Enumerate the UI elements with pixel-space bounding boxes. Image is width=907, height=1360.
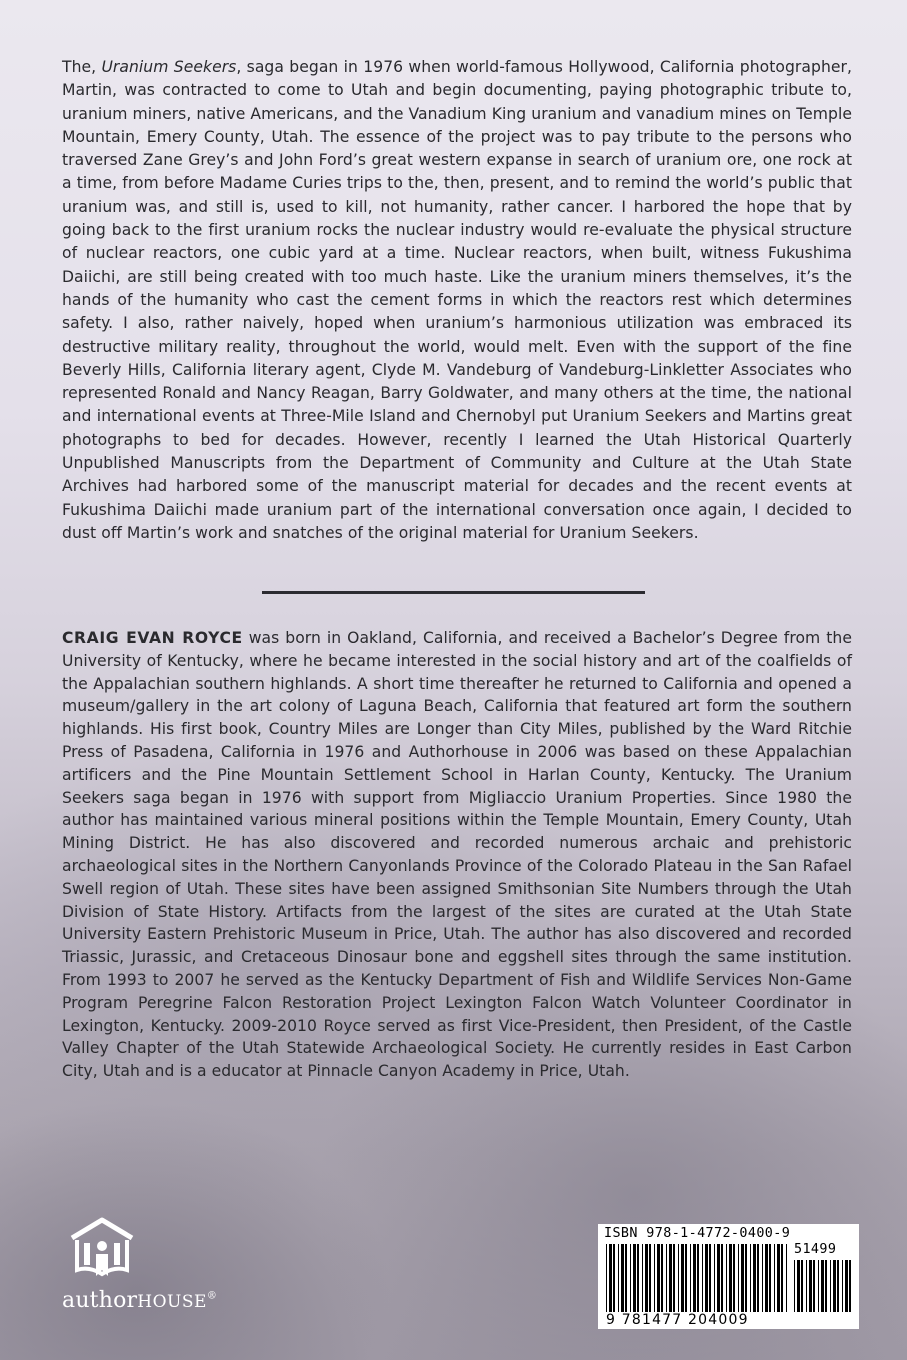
author-bio bbox=[62, 627, 852, 1083]
barcode-bar bbox=[762, 1244, 763, 1312]
barcode-bar bbox=[849, 1260, 851, 1312]
barcode-bar bbox=[657, 1244, 660, 1312]
barcode-bar bbox=[738, 1244, 739, 1312]
barcode-bar bbox=[642, 1244, 643, 1312]
barcode-bar bbox=[733, 1244, 735, 1312]
barcode-bar bbox=[830, 1260, 831, 1312]
publisher-name bbox=[62, 1288, 217, 1313]
barcode-bar bbox=[678, 1244, 679, 1312]
barcode-bar bbox=[745, 1244, 747, 1312]
barcode-bar bbox=[741, 1244, 744, 1312]
barcode-box bbox=[598, 1224, 859, 1329]
barcode-bar bbox=[818, 1260, 819, 1312]
barcode-bar bbox=[765, 1244, 768, 1312]
synopsis-lead: The, bbox=[62, 58, 102, 76]
barcode-bar bbox=[654, 1244, 655, 1312]
house-book-icon bbox=[67, 1216, 137, 1284]
barcode-bar bbox=[774, 1244, 775, 1312]
barcode-bar bbox=[685, 1244, 687, 1312]
barcode-bar bbox=[833, 1260, 836, 1312]
publisher-name-part1: author bbox=[62, 1288, 138, 1313]
synopsis-text bbox=[62, 56, 852, 545]
book-title-italic: Uranium Seekers bbox=[101, 58, 237, 76]
barcode-bar bbox=[709, 1244, 711, 1312]
barcode-bar bbox=[781, 1244, 783, 1312]
barcode-bar bbox=[693, 1244, 696, 1312]
barcode-bar bbox=[625, 1244, 627, 1312]
barcode-bar bbox=[661, 1244, 663, 1312]
barcode-bar bbox=[681, 1244, 684, 1312]
author-bio-text: was born in Oakland, California, and received a Bachelor’s Degree from the University of Kentucky, where he became interested in the social history and art of the coalfields of the Appalachian southern highlands. A short time thereafter he returned to California and opened a museum/gallery in the art colony of Laguna Beach, California that featured art form the southern highlands. His first book, Country Miles are Longer than City Miles, published by the Ward Ritchie Press of Pasadena, California in 1976 and Authorhouse in 2006 was based on these Appalachian artificers and the Pine Mountain Settlement School in Harlan County, Kentucky. The Uranium Seekers saga began in 1976 with support from Migliaccio Uranium Properties. Since 1980 the author has maintained various mineral positions within the Temple Mountain, Emery County, Utah Mining District. He has also discovered and recorded numerous archaic and prehistoric archaeological sites in the Northern Canyonlands Province of the Colorado Plateau in the San Rafael Swell region of Utah. These sites have been assigned Smithsonian Site Numbers through the Utah Division of State History. Artifacts from the largest of the sites are curated at the Utah State University Eastern Prehistoric Museum in Price, Utah. The author has also discovered and recorded Triassic, Jurassic, and Cretaceous Dinosaur bone and eggshell sites through the same institution. From 1993 to 2007 he served as the Kentucky Department of Fish and Wildlife Services Non-Game Program Peregrine Falcon Restoration Project Lexington Falcon Watch Volunteer Coordinator in Lexington, Kentucky. 2009-2010 Royce served as first Vice-President, then President, of the Castle Valley Chapter of the Utah Statewide Archaeological Society. He currently resides in East Carbon City, Utah and is a educator at Pinnacle Canyon Academy in Price, Utah. bbox=[62, 629, 852, 1081]
barcode-bar bbox=[797, 1260, 800, 1312]
barcode-bar bbox=[777, 1244, 780, 1312]
barcode-bar bbox=[786, 1244, 787, 1312]
barcode-bar bbox=[794, 1260, 795, 1312]
barcode-bar bbox=[633, 1244, 636, 1312]
barcode-bar bbox=[606, 1244, 607, 1312]
barcode-bar bbox=[702, 1244, 703, 1312]
barcode-bar bbox=[821, 1260, 824, 1312]
publisher-logo bbox=[62, 1216, 237, 1316]
barcode-bars bbox=[598, 1224, 859, 1316]
isbn-label: ISBN 978-1-4772-0400-9 bbox=[604, 1226, 791, 1241]
barcode-bar bbox=[842, 1260, 843, 1312]
barcode-bar bbox=[705, 1244, 708, 1312]
barcode-bar bbox=[809, 1260, 812, 1312]
barcode-bar bbox=[618, 1244, 619, 1312]
barcode-bar bbox=[825, 1260, 827, 1312]
barcode-bar bbox=[673, 1244, 675, 1312]
publisher-name-part2: HOUSE bbox=[137, 1292, 207, 1312]
barcode-bar bbox=[637, 1244, 639, 1312]
section-divider bbox=[262, 591, 645, 594]
barcode-bar bbox=[769, 1244, 771, 1312]
barcode-bar bbox=[630, 1244, 631, 1312]
barcode-bar bbox=[729, 1244, 732, 1312]
barcode-bar bbox=[714, 1244, 715, 1312]
barcode-bar bbox=[717, 1244, 720, 1312]
registered-mark: ® bbox=[206, 1290, 218, 1302]
barcode-bar bbox=[806, 1260, 807, 1312]
synopsis-body: , saga began in 1976 when world-famous Hollywood, California photographer, Martin, was contracted to come to Utah and begin documenting, paying photographic tribute to, uranium miners, native Americans, and the Vanadium King uranium and vanadium mines on Temple Mountain, Emery County, Utah. The essence of the project was to pay tribute to the persons who traversed Zane Grey’s and John Ford’s great western expanse in search of uranium ore, one rock at a time, from before Madame Curies trips to the, then, present, and to remind the world’s public that uranium was, and still is, used to kill, not humanity, rather cancer. I harbored the hope that by going back to the first uranium rocks the nuclear industry would re-evaluate the physical structure of nuclear reactors, one cubic yard at a time. Nuclear reactors, when built, witness Fukushima Daiichi, are still being created with too much haste. Like the uranium miners themselves, it’s the hands of the humanity who cast the cement forms in which the reactors rest which determines safety. I also, rather naively, hoped when uranium’s harmonious utilization was embraced its destructive military reality, throughout the world, would melt. Even with the support of the fine Beverly Hills, California literary agent, Clyde M. Vandeburg of Vandeburg-Linkletter Associates who represented Ronald and Nancy Reagan, Barry Goldwater, and many others at the time, the national and international events at Three-Mile Island and Chernobyl put Uranium Seekers and Martins great photographs to bed for decades. However, recently I learned the Utah Historical Quarterly Unpublished Manuscripts from the Department of Community and Culture at the Utah State Archives had harbored some of the manuscript material for decades and the recent events at Fukushima Daiichi made uranium part of the international conversation once again, I decided to dust off Martin’s work and snatches of the original material for Uranium Seekers. bbox=[62, 58, 852, 542]
barcode-bar bbox=[813, 1260, 815, 1312]
barcode-bar bbox=[621, 1244, 624, 1312]
barcode-bar bbox=[666, 1244, 667, 1312]
barcode-bar bbox=[801, 1260, 803, 1312]
barcode-bar bbox=[721, 1244, 723, 1312]
barcode-bar bbox=[757, 1244, 759, 1312]
barcode-bar bbox=[726, 1244, 727, 1312]
barcode-bar bbox=[697, 1244, 699, 1312]
barcode-bar bbox=[649, 1244, 651, 1312]
price-code: 51499 bbox=[794, 1242, 837, 1257]
barcode-digits: 9 781477 204009 bbox=[606, 1312, 749, 1328]
barcode-bar bbox=[845, 1260, 848, 1312]
barcode-bar bbox=[609, 1244, 612, 1312]
author-name: CRAIG EVAN ROYCE bbox=[62, 629, 243, 647]
barcode-bar bbox=[613, 1244, 615, 1312]
barcode-bar bbox=[753, 1244, 756, 1312]
barcode-bar bbox=[750, 1244, 751, 1312]
barcode-bar bbox=[669, 1244, 672, 1312]
barcode-bar bbox=[690, 1244, 691, 1312]
barcode-bar bbox=[837, 1260, 839, 1312]
barcode-bar bbox=[645, 1244, 648, 1312]
